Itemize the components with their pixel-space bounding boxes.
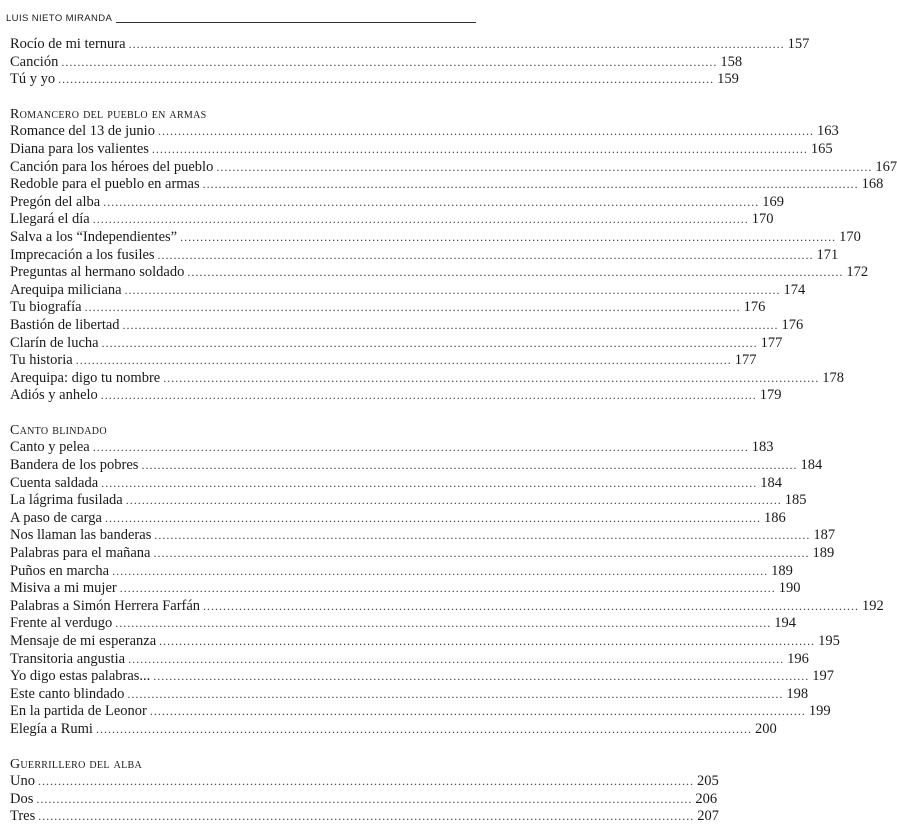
dot-leader bbox=[102, 335, 758, 353]
toc-entry bbox=[10, 281, 806, 300]
dot-leader bbox=[141, 457, 797, 475]
toc-entry bbox=[10, 228, 861, 247]
toc-entry bbox=[10, 387, 782, 405]
toc-entry-page: 168 bbox=[861, 176, 884, 193]
toc-entry-title: Tu historia bbox=[10, 352, 73, 369]
toc-entry-title: Misiva a mi mujer bbox=[10, 580, 117, 597]
toc-entry-page: 207 bbox=[697, 808, 720, 825]
toc-entry-page: 195 bbox=[818, 633, 840, 649]
dot-leader bbox=[158, 123, 814, 141]
toc-entry-title: Bandera de los pobres bbox=[10, 457, 139, 474]
dot-leader bbox=[61, 54, 717, 72]
toc-entry-page: 179 bbox=[759, 387, 782, 404]
toc-entry-page: 176 bbox=[781, 316, 804, 333]
dot-leader bbox=[38, 808, 694, 826]
toc-entry-title: Llegará el día bbox=[10, 211, 90, 228]
dot-leader bbox=[105, 510, 761, 528]
toc-section bbox=[10, 106, 897, 405]
toc-entry-page: 159 bbox=[717, 71, 739, 88]
toc-entry bbox=[10, 597, 884, 616]
toc-entry-title: A paso de carga bbox=[10, 509, 102, 526]
dot-leader bbox=[38, 773, 694, 791]
toc-entry-page: 187 bbox=[813, 527, 836, 544]
dot-leader bbox=[93, 439, 749, 457]
toc-entry-page: 190 bbox=[778, 580, 801, 597]
toc-entry-title: Redoble para el pueblo en armas bbox=[10, 176, 200, 193]
toc-entry bbox=[10, 299, 766, 317]
toc-entry bbox=[10, 158, 897, 177]
toc-entry-page: 170 bbox=[751, 211, 774, 228]
toc-entry-title: Tu biografía bbox=[10, 299, 82, 316]
section-title: Guerrillero del alba bbox=[10, 756, 142, 772]
section-title: Romancero del pueblo en armas bbox=[10, 106, 207, 122]
toc-entry-title: Arequipa miliciana bbox=[10, 281, 122, 298]
dot-leader bbox=[112, 563, 768, 581]
dot-leader bbox=[180, 229, 836, 247]
toc-entry-title: Salva a los “Independientes” bbox=[10, 228, 178, 245]
toc-entry bbox=[10, 545, 835, 563]
toc-entry-page: 205 bbox=[696, 773, 719, 790]
toc-entry-page: 171 bbox=[816, 246, 839, 263]
toc-entry-page: 183 bbox=[751, 439, 774, 456]
dot-leader bbox=[158, 247, 814, 265]
toc-entry-title: Tú y yo bbox=[10, 71, 56, 88]
toc-entry-title: Adiós y anhelo bbox=[10, 387, 98, 404]
toc-entry bbox=[10, 562, 793, 581]
toc-entry-title: En la partida de Leonor bbox=[10, 703, 147, 720]
toc-entry-page: 170 bbox=[839, 228, 861, 245]
toc-entry bbox=[10, 316, 804, 335]
toc-entry bbox=[10, 633, 840, 651]
toc-entry bbox=[10, 334, 783, 353]
toc-entry-page: 165 bbox=[810, 140, 833, 157]
dot-leader bbox=[115, 615, 771, 633]
toc-entry-title: Tres bbox=[10, 808, 36, 825]
dot-leader bbox=[36, 791, 692, 809]
dot-leader bbox=[58, 71, 714, 89]
toc-entry-page: 189 bbox=[771, 562, 793, 579]
toc-entry bbox=[10, 457, 823, 475]
toc-entry bbox=[10, 474, 782, 493]
toc-entry bbox=[10, 650, 809, 669]
toc-entry-page: 167 bbox=[875, 158, 897, 175]
toc-entry-page: 176 bbox=[743, 299, 766, 316]
toc-entry-title: La lágrima fusilada bbox=[10, 492, 123, 509]
toc-entry bbox=[10, 439, 774, 457]
toc-entry-title: Palabras para el mañana bbox=[10, 545, 151, 562]
dot-leader bbox=[123, 317, 779, 335]
toc-entry-page: 172 bbox=[846, 264, 869, 281]
dot-leader bbox=[76, 352, 732, 370]
section-gap bbox=[10, 89, 472, 106]
toc-entry bbox=[10, 720, 777, 739]
toc-entry bbox=[10, 140, 833, 159]
toc-entry bbox=[10, 53, 743, 72]
toc-entry-title: Arequipa: digo tu nombre bbox=[10, 369, 161, 386]
dot-leader bbox=[159, 633, 815, 651]
toc-entry-page: 163 bbox=[816, 123, 839, 140]
dot-leader bbox=[153, 668, 809, 686]
toc-entry-page: 185 bbox=[784, 492, 807, 509]
dot-leader bbox=[120, 580, 776, 598]
dot-leader bbox=[216, 159, 872, 177]
dot-leader bbox=[101, 387, 757, 405]
toc-entry bbox=[10, 71, 739, 89]
toc-entry-page: 194 bbox=[774, 615, 797, 632]
dot-leader bbox=[127, 686, 783, 704]
toc-entry bbox=[10, 369, 844, 388]
dot-leader bbox=[96, 721, 752, 739]
toc-entry bbox=[10, 703, 831, 721]
toc-entry-page: 199 bbox=[808, 703, 831, 720]
dot-leader bbox=[101, 475, 757, 493]
toc-entry-title: Nos llaman las banderas bbox=[10, 527, 152, 544]
running-head-author: LUIS NIETO MIRANDA bbox=[6, 13, 113, 24]
toc-entry bbox=[10, 509, 786, 528]
toc-entry bbox=[10, 492, 807, 510]
dot-leader bbox=[129, 36, 785, 54]
dot-leader bbox=[85, 299, 741, 317]
toc-entry-title: Dos bbox=[10, 790, 34, 807]
toc-entry-page: 177 bbox=[760, 334, 783, 351]
toc-entry-page: 178 bbox=[822, 369, 844, 386]
running-head bbox=[6, 8, 476, 24]
dot-leader bbox=[128, 651, 784, 669]
toc-entry-title: Este canto blindado bbox=[10, 685, 125, 702]
toc-entry-title: Canto y pelea bbox=[10, 439, 90, 456]
dot-leader bbox=[154, 527, 810, 545]
dot-leader bbox=[152, 141, 808, 159]
dot-leader bbox=[154, 545, 810, 563]
toc-entry-title: Canción bbox=[10, 53, 59, 70]
toc-entry bbox=[10, 176, 884, 194]
toc-entry-title: Yo digo estas palabras... bbox=[10, 668, 151, 685]
toc-section bbox=[10, 36, 810, 89]
toc-entry-title: Pregón del alba bbox=[10, 193, 101, 210]
toc-entry-page: 197 bbox=[812, 668, 835, 685]
toc-entry-title: Uno bbox=[10, 773, 35, 790]
toc-entry-page: 184 bbox=[760, 474, 782, 491]
dot-leader bbox=[126, 492, 782, 510]
toc-entry bbox=[10, 685, 809, 704]
toc-entry bbox=[10, 123, 839, 141]
toc-entry-title: Frente al verdugo bbox=[10, 615, 113, 632]
toc-entry bbox=[10, 790, 718, 809]
toc-entry bbox=[10, 808, 720, 826]
toc-entry-page: 174 bbox=[783, 281, 806, 298]
toc-entry bbox=[10, 246, 839, 265]
toc-entry-page: 189 bbox=[812, 545, 835, 562]
dot-leader bbox=[203, 176, 859, 194]
dot-leader bbox=[93, 211, 749, 229]
toc-entry-page: 177 bbox=[734, 352, 757, 369]
toc-entry-title: Cuenta saldada bbox=[10, 474, 99, 491]
running-head-rule bbox=[116, 22, 476, 23]
toc-entry bbox=[10, 773, 719, 791]
toc-entry-title: Preguntas al hermano soldado bbox=[10, 264, 185, 281]
dot-leader bbox=[187, 264, 843, 282]
toc-entry-title: Romance del 13 de junio bbox=[10, 123, 155, 140]
toc-entry-title: Rocío de mi ternura bbox=[10, 36, 126, 52]
toc-entry-page: 186 bbox=[763, 509, 786, 526]
toc-entry-title: Puños en marcha bbox=[10, 562, 110, 579]
toc-entry bbox=[10, 352, 757, 370]
toc-entry bbox=[10, 615, 797, 633]
dot-leader bbox=[103, 194, 759, 212]
toc-entry bbox=[10, 668, 835, 686]
dot-leader bbox=[150, 703, 806, 721]
toc-entry-page: 192 bbox=[862, 597, 884, 614]
toc-entry-title: Transitoria angustia bbox=[10, 650, 126, 667]
toc-entry-page: 157 bbox=[787, 36, 810, 52]
toc-entry bbox=[10, 527, 836, 545]
toc-entry-title: Canción para los héroes del pueblo bbox=[10, 158, 214, 175]
dot-leader bbox=[203, 598, 859, 616]
toc-entry bbox=[10, 36, 810, 54]
toc-entry-title: Elegía a Rumi bbox=[10, 720, 93, 737]
toc-entry-page: 169 bbox=[762, 193, 784, 210]
toc-entry-page: 184 bbox=[800, 457, 823, 474]
toc-section bbox=[10, 756, 720, 826]
toc-entry-page: 158 bbox=[720, 53, 743, 70]
toc-entry-page: 196 bbox=[787, 650, 809, 667]
toc-entry-title: Diana para los valientes bbox=[10, 140, 149, 157]
toc-entry-title: Clarín de lucha bbox=[10, 334, 99, 351]
dot-leader bbox=[125, 282, 781, 300]
toc-entry-page: 206 bbox=[695, 790, 718, 807]
toc-entry bbox=[10, 211, 774, 229]
toc-section bbox=[10, 422, 884, 739]
dot-leader bbox=[163, 370, 819, 388]
toc-entry-page: 198 bbox=[786, 685, 809, 702]
section-title: Canto blindado bbox=[10, 422, 107, 438]
toc-entry bbox=[10, 580, 801, 598]
toc-entry bbox=[10, 264, 869, 282]
toc-entry-title: Mensaje de mi esperanza bbox=[10, 633, 157, 649]
section-gap bbox=[10, 405, 472, 422]
section-gap bbox=[10, 739, 472, 756]
toc-entry-title: Imprecación a los fusiles bbox=[10, 246, 155, 263]
toc-entry bbox=[10, 193, 784, 212]
toc-entry-title: Bastión de libertad bbox=[10, 316, 120, 333]
table-of-contents bbox=[10, 36, 897, 826]
toc-entry-title: Palabras a Simón Herrera Farfán bbox=[10, 597, 201, 614]
toc-entry-page: 200 bbox=[754, 720, 777, 737]
